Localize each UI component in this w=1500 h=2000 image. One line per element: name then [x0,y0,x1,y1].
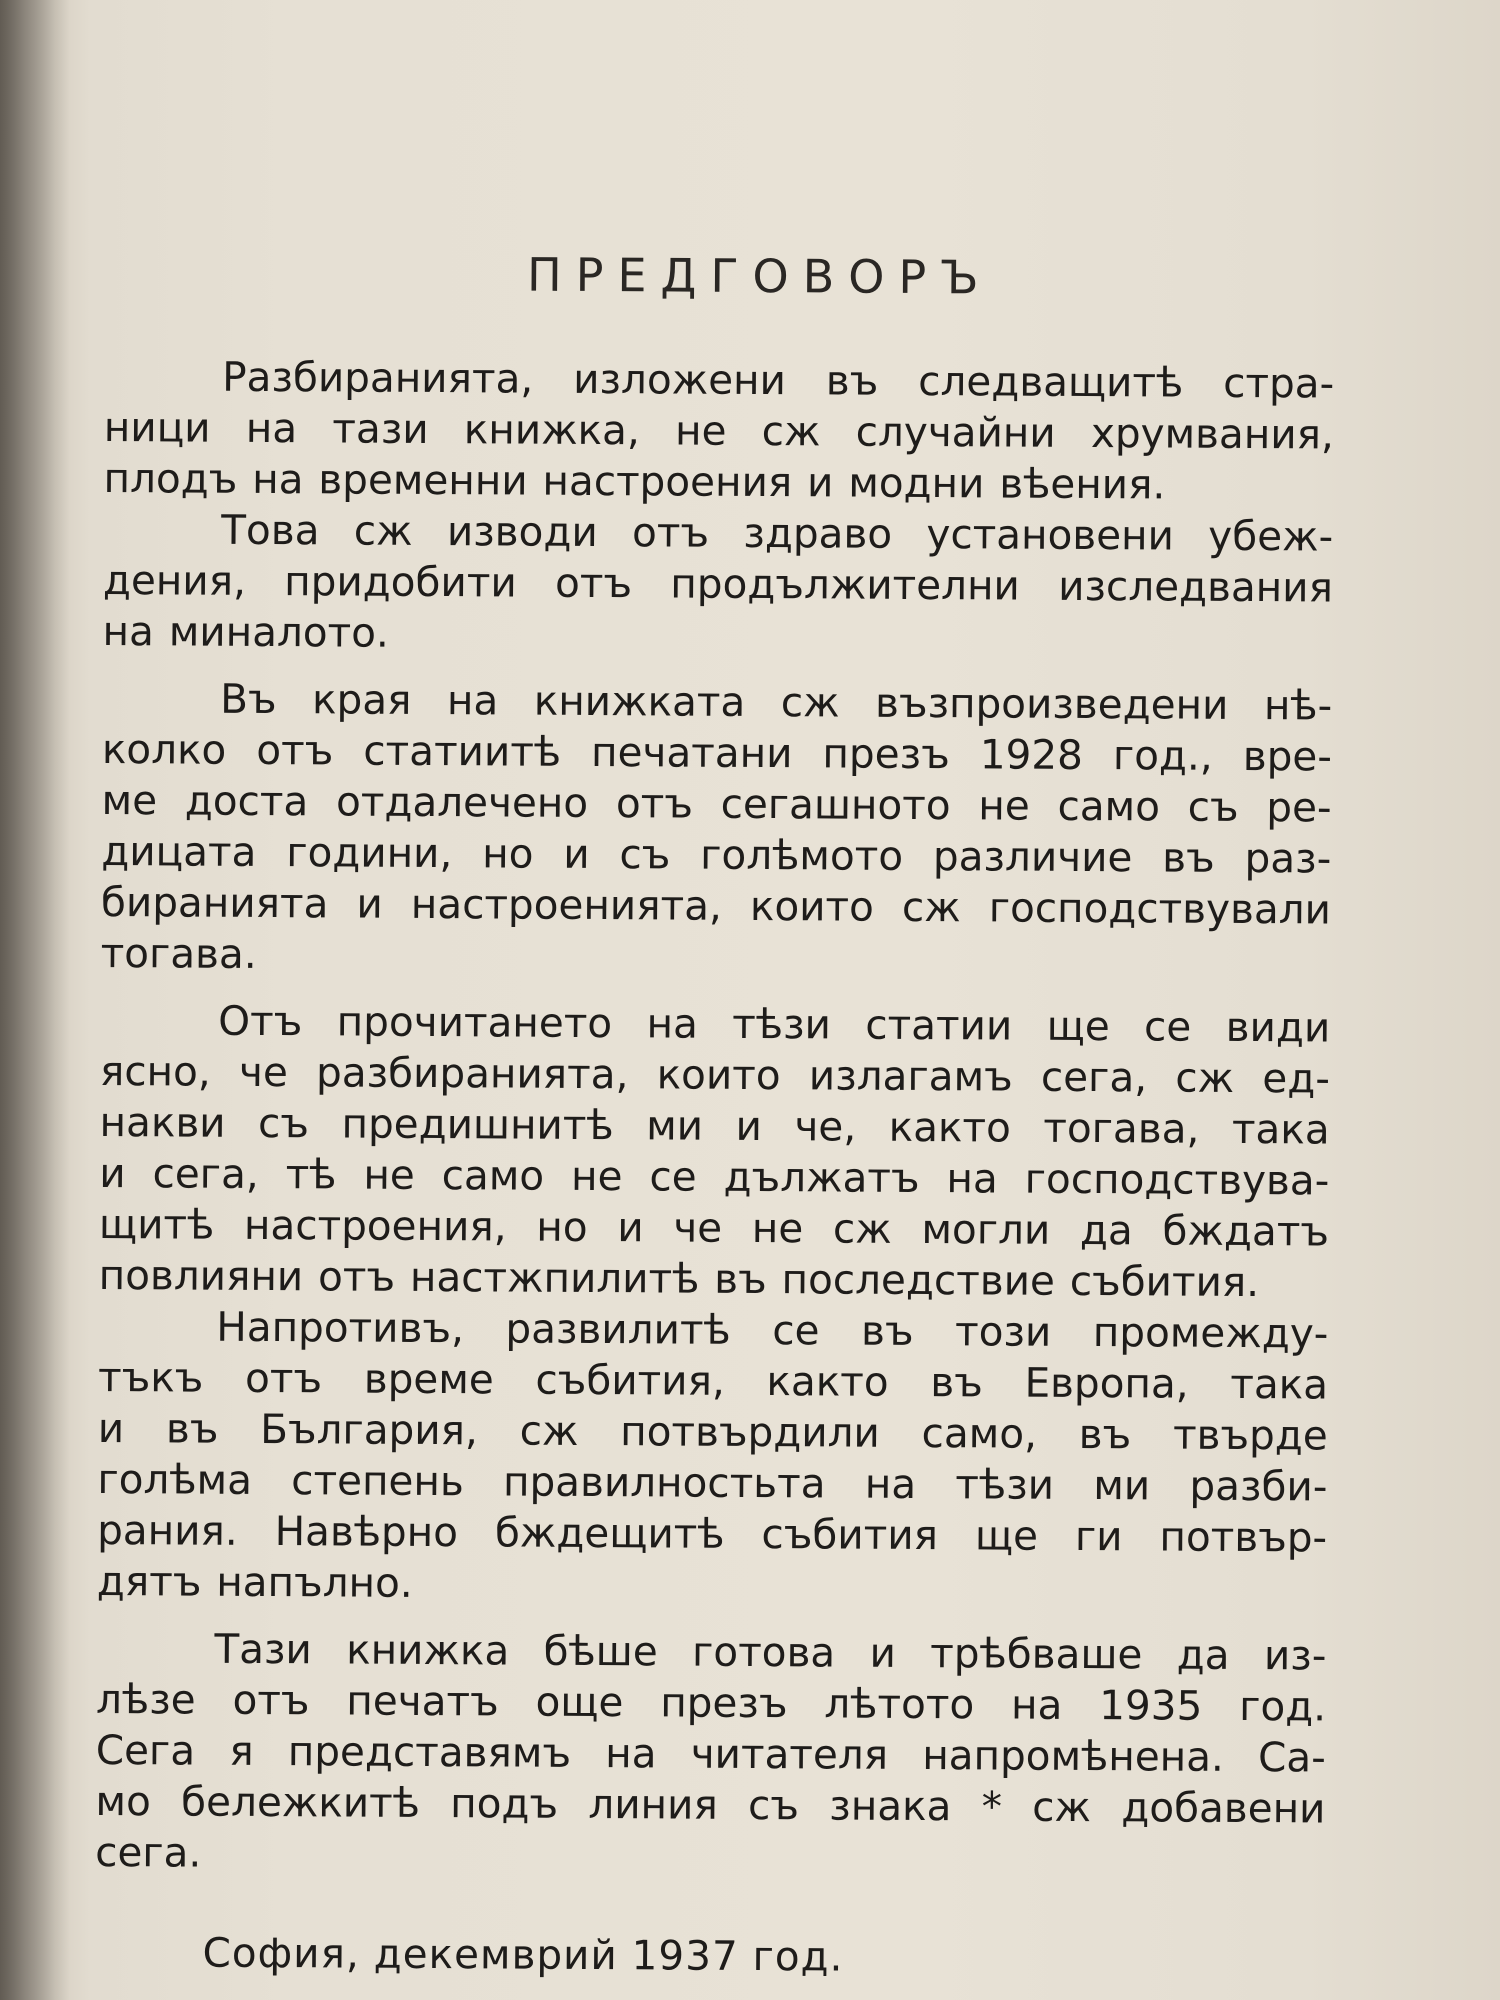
text-line: Това сж изводи отъ здраво установени убеж- [221,505,1334,561]
preface-text-block [94,245,1335,1983]
text-line: Отъ прочитането на тѣзи статии ще се види [218,996,1331,1052]
paragraph [102,504,1333,665]
text-line: дения, придобити отъ продължителни изследвания [102,555,1334,612]
text-line: накви съ предишнитѣ ми и че, както тогава, така [99,1097,1330,1154]
signature-place-date: София, декемврий 1937 год. [202,1928,844,1981]
text-line: тогава. [100,928,257,978]
text-line: плодъ на временни настроения и модни вѣения. [103,453,1166,509]
text-line: повлияни отъ настжпилитѣ въ последствие събития. [98,1250,1260,1307]
text-line: и въ България, сж потвърдили само, въ твърде [97,1403,1328,1460]
text-line: дятъ напълно. [96,1556,413,1607]
paragraph [101,673,1333,987]
book-gutter-shadow [0,0,70,2000]
text-line: щитѣ настроения, но и че не сж могли да бждатъ [98,1199,1330,1256]
text-line: Въ края на книжката сж възпроизведени нѣ- [220,674,1333,730]
text-line: на миналото. [102,606,390,657]
text-line: Напротивъ, развилитѣ се въ този промежду- [216,1302,1329,1358]
text-line: сега. [95,1827,202,1877]
paragraph [99,995,1331,1309]
text-line: мо бележкитѣ подъ линия съ знака * сж добавени [95,1776,1326,1833]
text-line: дицата години, но и съ голѣмото различие въ раз- [101,826,1332,883]
text-line: ници на тази книжка, не сж случайни хрумвания, [103,402,1335,459]
text-line: колко отъ статиитѣ печатани презъ 1928 год., вре- [101,724,1333,781]
paragraph [103,351,1334,512]
text-line: Сега я представямъ на читателя напромѣнена. Са- [95,1725,1326,1782]
paragraph [95,1623,1327,1886]
text-line: ясно, че разбиранията, които излагамъ сега, сж ед- [99,1046,1331,1103]
text-line: голѣма степень правилностьта на тѣзи ми разби- [97,1454,1328,1511]
text-line: Тази книжка бѣше готова и трѣбваше да из- [214,1624,1327,1680]
page-title: ПРЕДГОВОРЪ [526,247,993,305]
text-line: рания. Навѣрно бждещитѣ събития ще ги потвър- [97,1505,1328,1562]
text-line: Разбиранията, изложени въ следващитѣ стра- [222,352,1335,408]
text-line: биранията и настроенията, които сж господствували [100,877,1332,934]
text-line: лѣзе отъ печатъ още презъ лѣтото на 1935 год. [95,1674,1327,1731]
text-line: и сега, тѣ не само не се дължатъ на господствува- [99,1148,1330,1205]
paragraph [97,1301,1329,1615]
text-line: тъкъ отъ време събития, както въ Европа, така [97,1352,1329,1409]
text-line: ме доста отдалечено отъ сегашното не само съ ре- [101,775,1332,832]
